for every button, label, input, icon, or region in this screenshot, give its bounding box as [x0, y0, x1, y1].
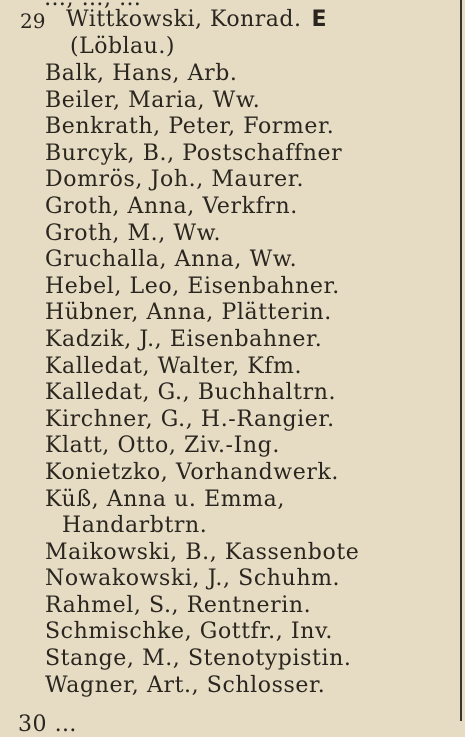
resident-entry: Küß, Anna u. Emma, [45, 486, 285, 512]
resident-entry: Benkrath, Peter, Former. [45, 114, 335, 140]
owner-name: Wittkowski, Konrad. [66, 7, 302, 32]
resident-entry: Beiler, Maria, Ww. [45, 87, 261, 113]
resident-entry: Maikowski, B., Kassenbote [45, 539, 360, 565]
district-name: (Löblau.) [70, 34, 175, 59]
resident-entry: Groth, Anna, Verkfrn. [45, 193, 298, 219]
resident-entry: Stange, M., Stenotypistin. [45, 646, 352, 672]
resident-entry: Nowakowski, J., Schuhm. [45, 566, 341, 592]
resident-entry: Balk, Hans, Arb. [45, 61, 238, 86]
resident-entry: Burcyk, B., Postschaffner [45, 140, 343, 166]
resident-entry: Wagner, Art., Schlosser. [45, 672, 326, 698]
resident-entry: Hübner, Anna, Plätterin. [45, 300, 332, 326]
resident-entry: Rahmel, S., Rentnerin. [45, 592, 312, 618]
resident-list [45, 61, 359, 699]
resident-entry: Gruchalla, Anna, Ww. [45, 247, 298, 273]
column-rule [460, 0, 462, 721]
resident-entry: Konietzko, Vorhandwerk. [45, 459, 339, 485]
resident-entry-continuation: Handarbtrn. [62, 513, 208, 539]
resident-entry: Groth, M., Ww. [45, 220, 222, 246]
resident-entry: Kadzik, J., Eisenbahner. [45, 326, 323, 352]
house-number: 29 [20, 9, 46, 33]
resident-entry: Domrös, Joh., Maurer. [45, 167, 305, 193]
resident-entry: Kalledat, G., Buchhaltrn. [45, 380, 337, 406]
resident-entry: Hebel, Leo, Eisenbahner. [45, 273, 340, 299]
resident-entry: Kalledat, Walter, Kfm. [45, 353, 303, 379]
resident-entry: Klatt, Otto, Ziv.-Ing. [45, 433, 280, 459]
resident-entry: Kirchner, G., H.-Rangier. [45, 406, 335, 432]
owner-line [66, 6, 327, 34]
clipped-next-line: 30 … [18, 712, 77, 737]
resident-entry: Schmischke, Gottfr., Inv. [45, 619, 333, 645]
owner-mark: E [311, 7, 327, 32]
